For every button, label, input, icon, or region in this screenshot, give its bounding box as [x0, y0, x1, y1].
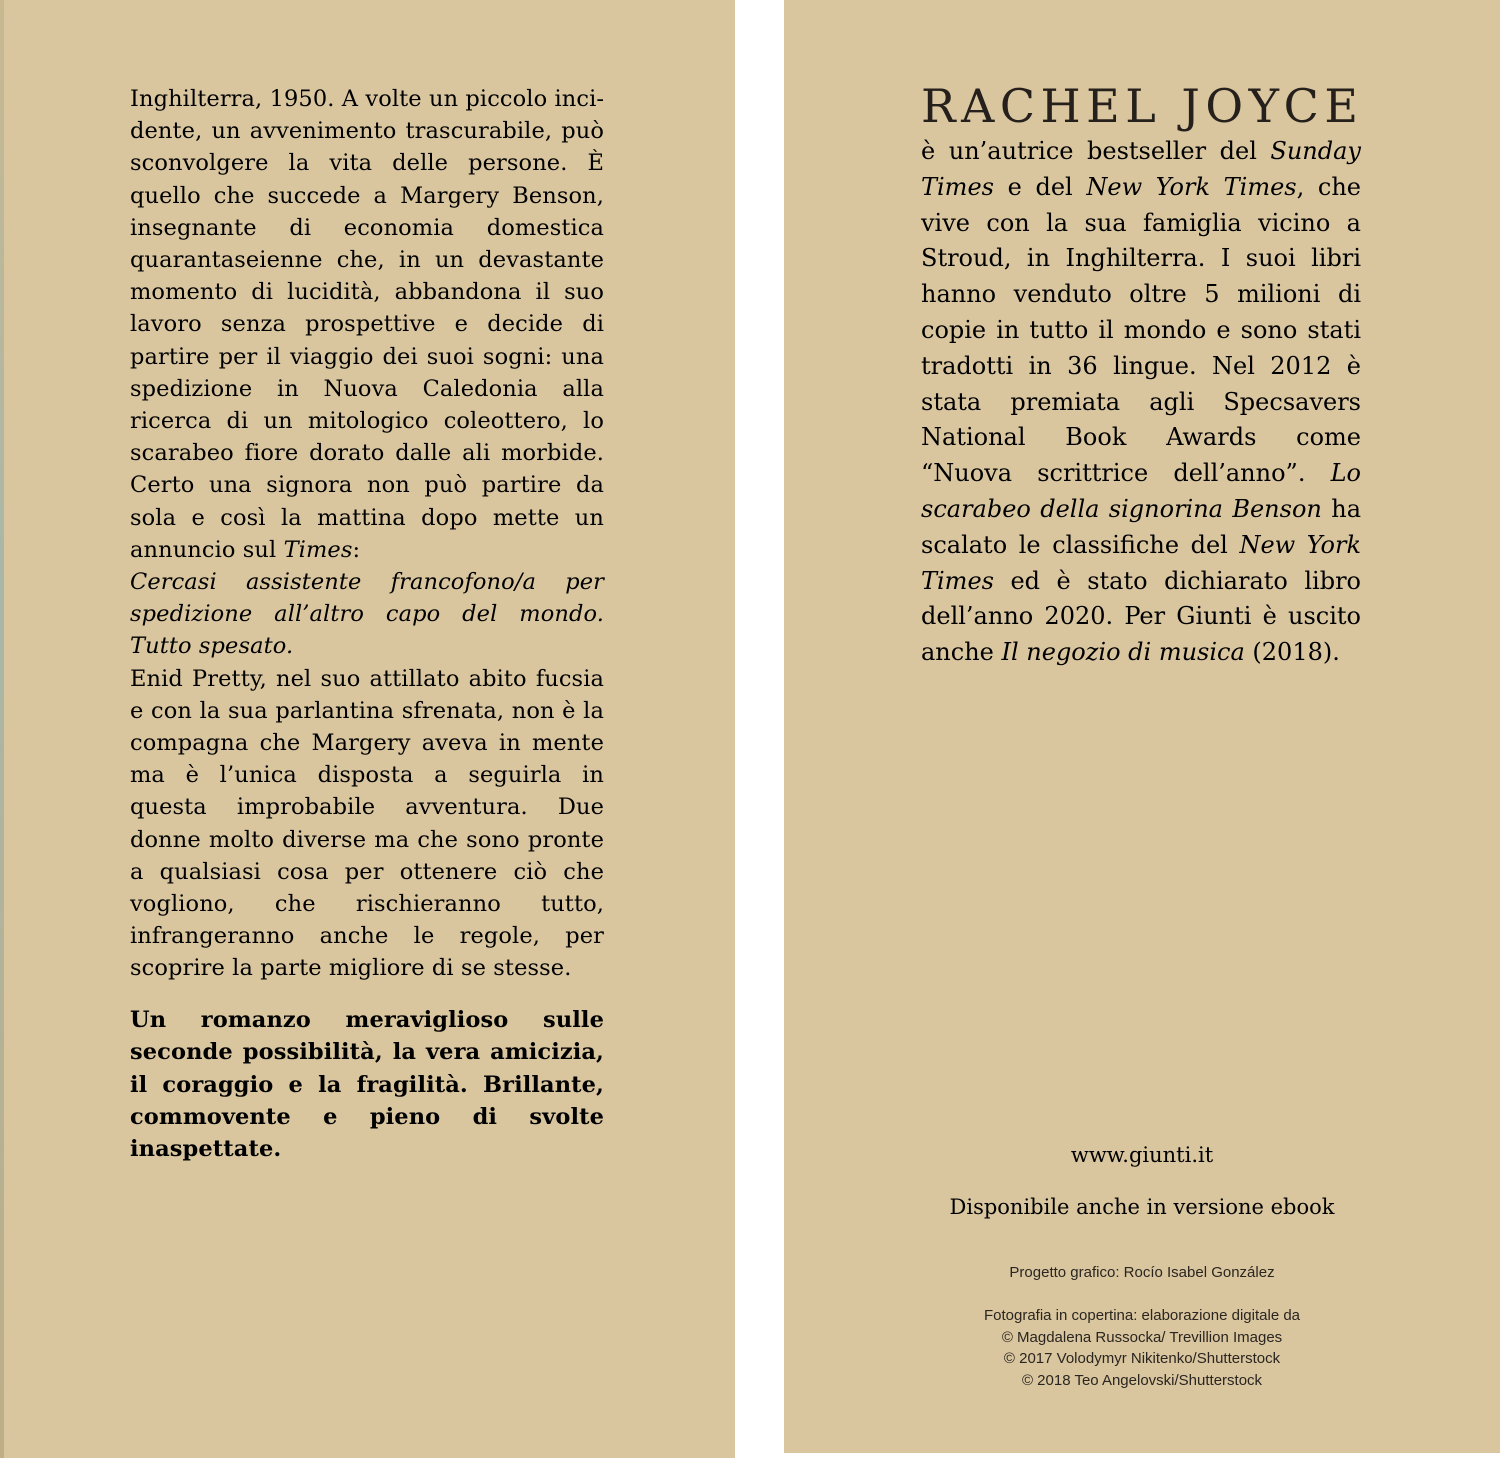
synopsis-text-1: Inghilterra, 1950. A volte un piccolo incidente, un avvenimento trascurabile, può sconvolgere la vita delle persone. È quello che succede a Margery Benson, insegnante di economia domestica quarantaseienne che, in un devastante momento di lucidità, abbandona il suo lavoro senza prospettive e decide di partire per il viaggio dei suoi sogni: una spedizione in Nuova Caledonia alla ricerca di un mitologico coleottero, lo scarabeo fiore dorato dalle ali morbide. Certo una signora non può partire da sola e così la mattina dopo mette un annuncio sul	[130, 86, 604, 563]
author-bio	[921, 134, 1361, 671]
photo-credit-line: © Magdalena Russocka/ Trevillion Images	[1001, 1328, 1283, 1346]
publisher-website: www.giunti.it	[1070, 1143, 1214, 1167]
synopsis-newspaper-title: Times	[283, 536, 353, 563]
synopsis-tagline: Un romanzo meraviglioso sulle seconde possibilità, la vera amicizia, il coraggio e la fragilità. Brillante, commovente e pieno di svolte inaspettate.	[130, 1006, 604, 1163]
bio-italic-4: New York Times	[921, 530, 1361, 595]
ebook-availability-note: Disponibile anche in versione ebook	[949, 1195, 1335, 1219]
photo-credit-line: Fotografia in copertina: elaborazione digitale da	[983, 1307, 1301, 1324]
bio-italic-2: New York Times	[1086, 172, 1297, 201]
left-edge-strip	[0, 0, 4, 1458]
bio-text-1: è un’autrice bestseller del	[921, 137, 1271, 165]
bio-text-2: e del	[993, 172, 1087, 201]
photo-credit-line: © 2017 Volodymyr Nikitenko/Shutterstock	[1003, 1350, 1281, 1367]
design-credit	[784, 1262, 1500, 1284]
bio-italic-1: Sunday Times	[921, 137, 1361, 201]
bio-text-5: ed è stato dichiarato libro dell’anno 2020. Per Giunti è uscito anche	[921, 566, 1361, 667]
synopsis-ad-text: Cercasi assistente francofono/a per spedizione all’altro capo del mondo. Tutto spesato.	[130, 569, 604, 660]
bio-text-4: ha scalato le classifiche del	[921, 494, 1361, 559]
photo-credits	[784, 1305, 1500, 1391]
synopsis-paragraph	[130, 83, 604, 663]
synopsis-block	[130, 83, 604, 1166]
bio-text-3: , che vive con la sua famiglia vicino a Stroud, in Inghilterra. I suoi libri hanno venduto oltre 5 milioni di copie in tutto il mondo e sono stati tradotti in 36 lingue. Nel 2012 è stata premiata agli Specsavers National Book Awards come “Nuova scrittrice dell’anno”.	[921, 172, 1361, 488]
design-credit-line: Progetto grafico: Rocío Isabel González	[1009, 1264, 1275, 1281]
author-name: RACHEL JOYCE	[921, 79, 1364, 133]
bio-text-6: (2018).	[1244, 638, 1340, 667]
synopsis-paragraph-2: Enid Pretty, nel suo attillato abito fucsia e con la sua parlantina sfrenata, non è la compagna che Margery aveva in mente ma è l’unica disposta a seguirla in questa improbabile avventura. Due donne molto diverse ma che sono pronte a qualsiasi cosa per ottenere ciò che vogliono, che rischieranno tutto, infrangeranno anche le regole, per scoprire la parte migliore di se stesse.	[130, 665, 604, 982]
photo-credit-line: © 2018 Teo Angelovski/Shutterstock	[1021, 1371, 1263, 1389]
bio-italic-5: Il negozio di musica	[1001, 638, 1245, 667]
bio-italic-3: Lo scarabeo della signorina Benson	[921, 459, 1361, 523]
synopsis-colon: :	[352, 536, 361, 563]
